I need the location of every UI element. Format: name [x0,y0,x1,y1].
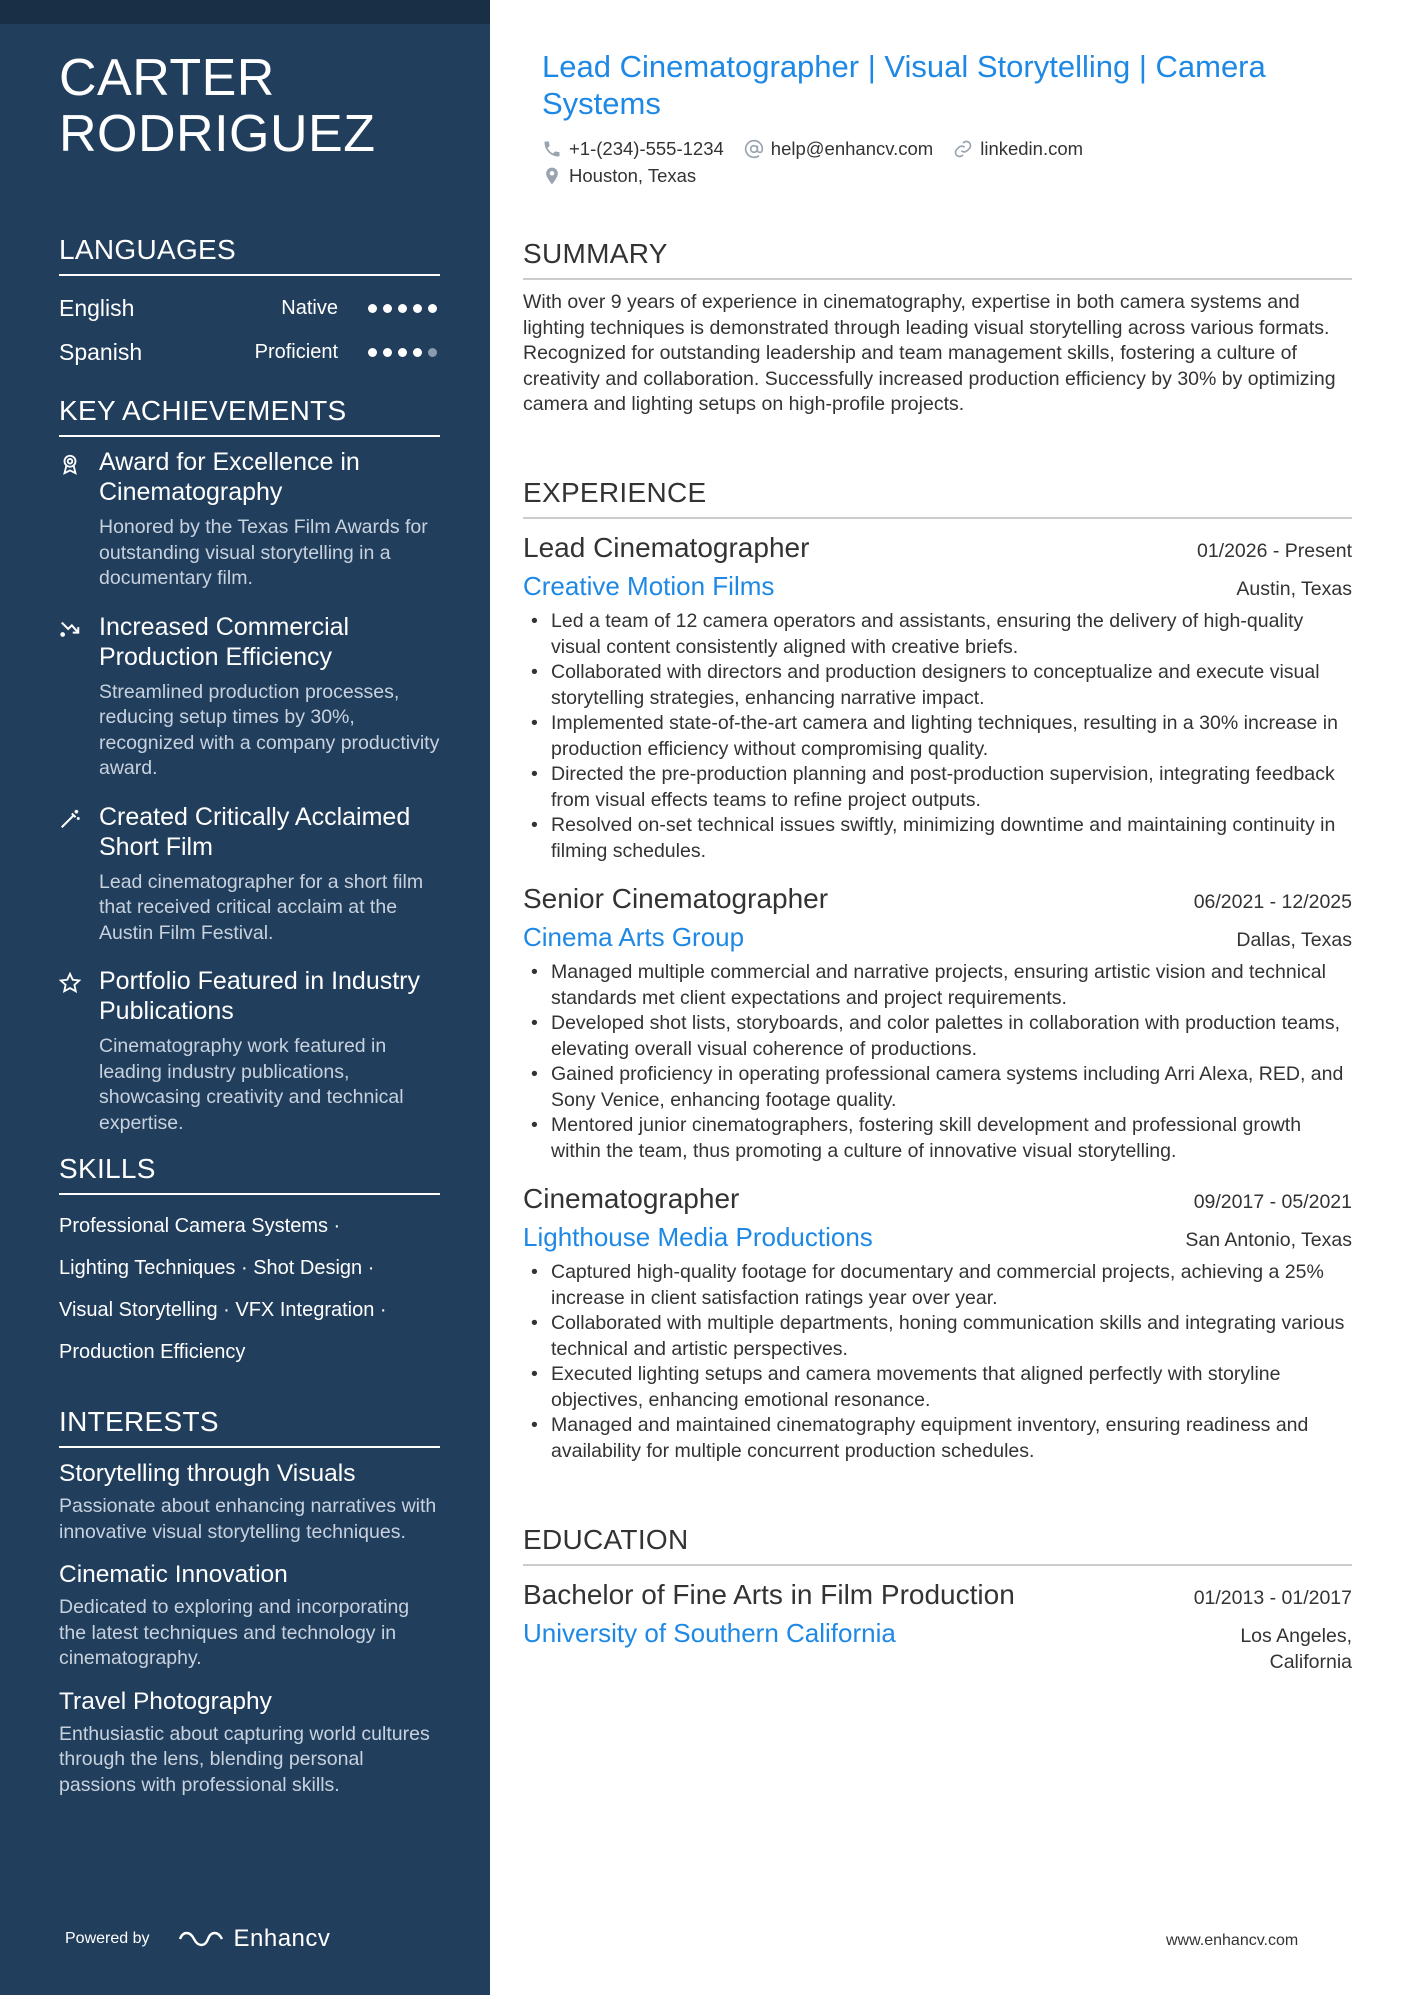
list-item: • Managed multiple commercial and narrative projects, ensuring artistic vision and technical standards met client expectations and project requirements. [523,960,1352,1011]
interest-item [59,1686,440,1799]
contact-row [542,138,1103,160]
brand-name: Enhancv [233,1925,331,1952]
interest-title: Travel Photography [59,1687,272,1715]
interest-title: Cinematic Innovation [59,1561,288,1588]
contact-location: Houston, Texas [542,165,696,187]
achievement-desc: Lead cinematographer for a short film that received critical acclaim at the Austin Film Festival. [99,870,424,944]
list-item: • Collaborated with multiple departments, honing communication skills and integrating various technical and artistic perspectives. [523,1311,1352,1362]
job-dates: 01/2026 - Present [1196,540,1352,562]
achievement-desc: Cinematography work featured in leading industry publications, showcasing creativity and technical expertise. [99,1035,404,1134]
list-item: • Gained proficiency in operating professional camera systems including Arri Alexa, RED, and Sony Venice, enhancing footage quality. [523,1062,1352,1113]
achievements-title: KEY ACHIEVEMENTS [59,393,440,437]
skills-title: SKILLS [59,1151,440,1195]
enhancv-logo[interactable] [178,1925,331,1953]
achievement-item [59,802,440,947]
job-dates: 06/2021 - 12/2025 [1193,891,1352,913]
link-icon [953,139,973,159]
interest-title: Storytelling through Visuals [59,1460,356,1487]
language-row [59,286,440,330]
award-icon [59,447,99,592]
job-entry [523,1180,1352,1464]
summary-section [523,236,1352,418]
job-location: Dallas, Texas [1236,929,1352,951]
achievement-title: Portfolio Featured in Industry Publications [99,967,420,1025]
achievement-desc: Streamlined production processes, reducing setup times by 30%, recognized with a company productivity award. [99,680,440,779]
interest-item [59,1559,440,1672]
skill-line: Professional Camera Systems · [59,1215,341,1237]
languages-section [59,232,440,374]
interests-title: INTERESTS [59,1404,440,1448]
interest-desc: Enthusiastic about capturing world cultures through the lens, blending personal passions with professional skills. [59,1722,430,1796]
contact-row-2 [542,165,716,187]
location-pin-icon [542,166,562,186]
language-name: Spanish [59,338,143,365]
powered-by [65,1925,330,1953]
language-rating [368,304,440,313]
achievement-item [59,966,440,1136]
achievement-title: Increased Commercial Production Efficiency [99,612,350,671]
trend-icon [59,612,99,782]
experience-title: EXPERIENCE [523,475,1352,519]
job-location: Austin, Texas [1236,578,1352,600]
list-item: • Developed shot lists, storyboards, and color palettes in collaboration with production teams, elevating overall visual coherence of productions. [523,1011,1352,1062]
footer-url[interactable]: www.enhancv.com [1166,1932,1299,1949]
contact-phone[interactable]: +1-(234)-555-1234 [542,138,724,160]
achievement-item [59,612,440,782]
list-item: • Managed and maintained cinematography equipment inventory, ensuring readiness and availability for multiple concurrent production schedules. [523,1413,1352,1464]
skill-line: Visual Storytelling · VFX Integration · [59,1299,387,1321]
headline: Lead Cinematographer | Visual Storytelling | Camera Systems [542,49,1266,121]
list-item: • Mentored junior cinematographers, fostering skill development and professional growth within the team, thus promoting a culture of innovative visual storytelling. [523,1113,1352,1164]
achievement-item [59,447,440,592]
at-icon [744,139,764,159]
job-title: Cinematographer [523,1183,740,1214]
star-icon [59,966,99,1136]
job-location: San Antonio, Texas [1185,1229,1352,1251]
school-name: University of Southern California [523,1618,896,1648]
interests-section [59,1404,440,1812]
phone-icon [542,139,562,159]
summary-text: With over 9 years of experience in cinematography, expertise in both camera systems and lighting techniques is demonstrated through leading visual storytelling across various formats. Recognized for outstanding leadership and team management skills, fostering a culture of creativity and collaboration. Successfully increased production efficiency by 30% by optimizing camera and lighting setups on high-profile projects. [523,291,1336,415]
sidebar [0,0,490,1995]
list-item: • Captured high-quality footage for documentary and commercial projects, achieving a 25% increase in client satisfaction ratings year over year. [523,1260,1352,1311]
job-title: Lead Cinematographer [523,532,810,563]
language-row [59,330,440,374]
skills-section [59,1151,440,1373]
list-item: • Resolved on-set technical issues swiftly, minimizing downtime and maintaining continuity in filming schedules. [523,813,1352,864]
job-bullets [523,960,1352,1164]
language-rating [368,348,440,357]
achievement-desc: Honored by the Texas Film Awards for outstanding visual storytelling in a documentary film. [99,516,428,589]
languages-title: LANGUAGES [59,232,440,276]
achievement-title: Created Critically Acclaimed Short Film [99,802,411,861]
education-title: EDUCATION [523,1522,1352,1566]
list-item: • Collaborated with directors and production designers to conceptualize and execute visual storytelling strategies, enhancing narrative impact. [523,660,1352,711]
candidate-name: CARTER RODRIGUEZ [59,49,376,163]
company-name: Lighthouse Media Productions [523,1222,873,1252]
degree-title: Bachelor of Fine Arts in Film Production [523,1579,1015,1610]
job-entry [523,529,1352,864]
language-name: English [59,294,135,321]
enhancv-logo-icon [178,1927,224,1951]
sidebar-top-band [0,0,490,24]
language-level: Native [281,296,338,319]
interest-desc: Passionate about enhancing narratives with innovative visual storytelling techniques. [59,1495,437,1543]
magic-wand-icon [59,802,99,947]
contact-linkedin[interactable]: linkedin.com [953,138,1083,160]
job-bullets [523,609,1352,864]
achievement-title: Award for Excellence in Cinematography [99,448,360,506]
summary-title: SUMMARY [523,236,1352,280]
language-level: Proficient [254,340,338,363]
powered-by-label: Powered by [65,1930,150,1947]
contact-email[interactable]: help@enhancv.com [744,138,933,160]
list-item: • Implemented state-of-the-art camera and lighting techniques, resulting in a 30% increase in production efficiency without compromising quality. [523,711,1352,762]
job-dates: 09/2017 - 05/2021 [1193,1191,1352,1213]
education-location: Los Angeles, California [1240,1625,1352,1673]
education-section [523,1522,1352,1691]
job-title: Senior Cinematographer [523,883,829,914]
list-item: • Directed the pre-production planning and post-production supervision, integrating feedback from visual effects teams to refine project outputs. [523,762,1352,813]
skill-line: Production Efficiency [59,1341,246,1363]
education-dates: 01/2013 - 01/2017 [1193,1587,1352,1609]
experience-section [523,475,1352,1480]
interest-item [59,1458,440,1545]
job-entry [523,880,1352,1164]
education-entry [523,1576,1352,1675]
list-item: • Executed lighting setups and camera movements that aligned perfectly with storyline objectives, enhancing emotional resonance. [523,1362,1352,1413]
interest-desc: Dedicated to exploring and incorporating the latest techniques and technology in cinematography. [59,1596,410,1669]
company-name: Creative Motion Films [523,571,775,601]
skill-line: Lighting Techniques · Shot Design · [59,1257,375,1279]
list-item: • Led a team of 12 camera operators and assistants, ensuring the delivery of high-quality visual content consistently aligned with creative briefs. [523,609,1352,660]
achievements-section [59,393,440,1156]
company-name: Cinema Arts Group [523,922,745,952]
job-bullets [523,1260,1352,1464]
